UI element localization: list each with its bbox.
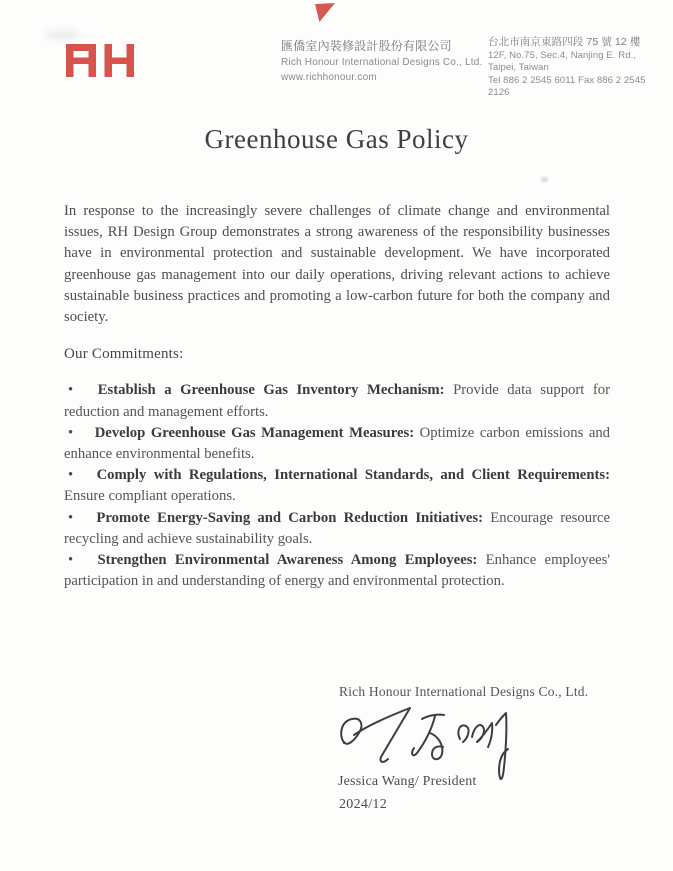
list-item — [64, 423, 610, 465]
bullet-icon: • — [68, 467, 74, 484]
commitment-text: Ensure compliant operations. — [64, 488, 236, 505]
commitment-lead: Promote Energy-Saving and Carbon Reduction Initiatives: — [96, 509, 484, 526]
company-name-en: Rich Honour International Designs Co., Ltd. — [281, 57, 483, 68]
header-contact-block — [488, 36, 668, 100]
company-website: www.richhonour.com — [281, 72, 377, 83]
signature-company-line: Rich Honour International Designs Co., Ltd. — [339, 684, 589, 699]
address-zh: 台北市南京東路四段 75 號 12 樓 — [488, 36, 641, 48]
red-triangle-mark — [315, 3, 335, 22]
commitment-lead: Develop Greenhouse Gas Management Measures: — [94, 424, 415, 441]
list-item — [64, 550, 610, 592]
commitment-text: Encourage resource recycling and achieve sustainability goals. — [64, 509, 611, 547]
signer-name-title: Jessica Wang/ President — [338, 774, 477, 789]
bullet-icon: • — [68, 382, 74, 399]
bullet-icon: • — [68, 552, 74, 569]
header-company-block — [281, 38, 491, 85]
address-en: 12F, No.75, Sec.4, Nanjing E. Rd., — [488, 49, 637, 61]
commitment-text: Enhance employees' participation in and understanding of energy and environmental protection. — [64, 552, 610, 590]
commitment-lead: Strengthen Environmental Awareness Among Employees: — [97, 552, 478, 569]
tel-fax: Tel 886 2 2545 6011 Fax 886 2 2545 2126 — [488, 74, 646, 98]
page-title: Greenhouse Gas Policy — [204, 124, 469, 154]
scan-smudge — [44, 29, 80, 41]
list-item — [64, 465, 610, 507]
commitment-text: Provide data support for reduction and management efforts. — [64, 382, 611, 420]
list-item — [64, 380, 610, 422]
commitment-lead: Comply with Regulations, International Standards, and Client Requirements: — [96, 467, 610, 484]
commitment-lead: Establish a Greenhouse Gas Inventory Mechanism: — [97, 382, 445, 399]
commitments-heading: Our Commitments: — [64, 346, 184, 363]
bullet-icon: • — [68, 509, 74, 526]
bullet-icon: • — [68, 424, 74, 441]
company-name-zh: 匯僑室內裝修設計股份有限公司 — [281, 39, 452, 53]
scan-speck — [541, 177, 549, 183]
commitment-text: Optimize carbon emissions and enhance environmental benefits. — [64, 424, 611, 463]
rh-logo-icon — [66, 44, 134, 77]
signature-date: 2024/12 — [339, 797, 387, 812]
list-item — [64, 508, 610, 550]
address-city: Taipei, Taiwan — [488, 62, 549, 73]
document-body — [64, 201, 610, 592]
commitments-list — [64, 380, 610, 592]
intro-paragraph: In response to the increasingly severe challenges of climate change and environmental issues, RH Design Group demonstrates a strong awareness of the responsibility businesses have in environmental protection and sustainable development. We have incorporated greenhouse gas management into our daily operations, driving relevant actions to achieve sustainable business practices and promoting a low-carbon future for both the company and society. — [64, 203, 610, 326]
